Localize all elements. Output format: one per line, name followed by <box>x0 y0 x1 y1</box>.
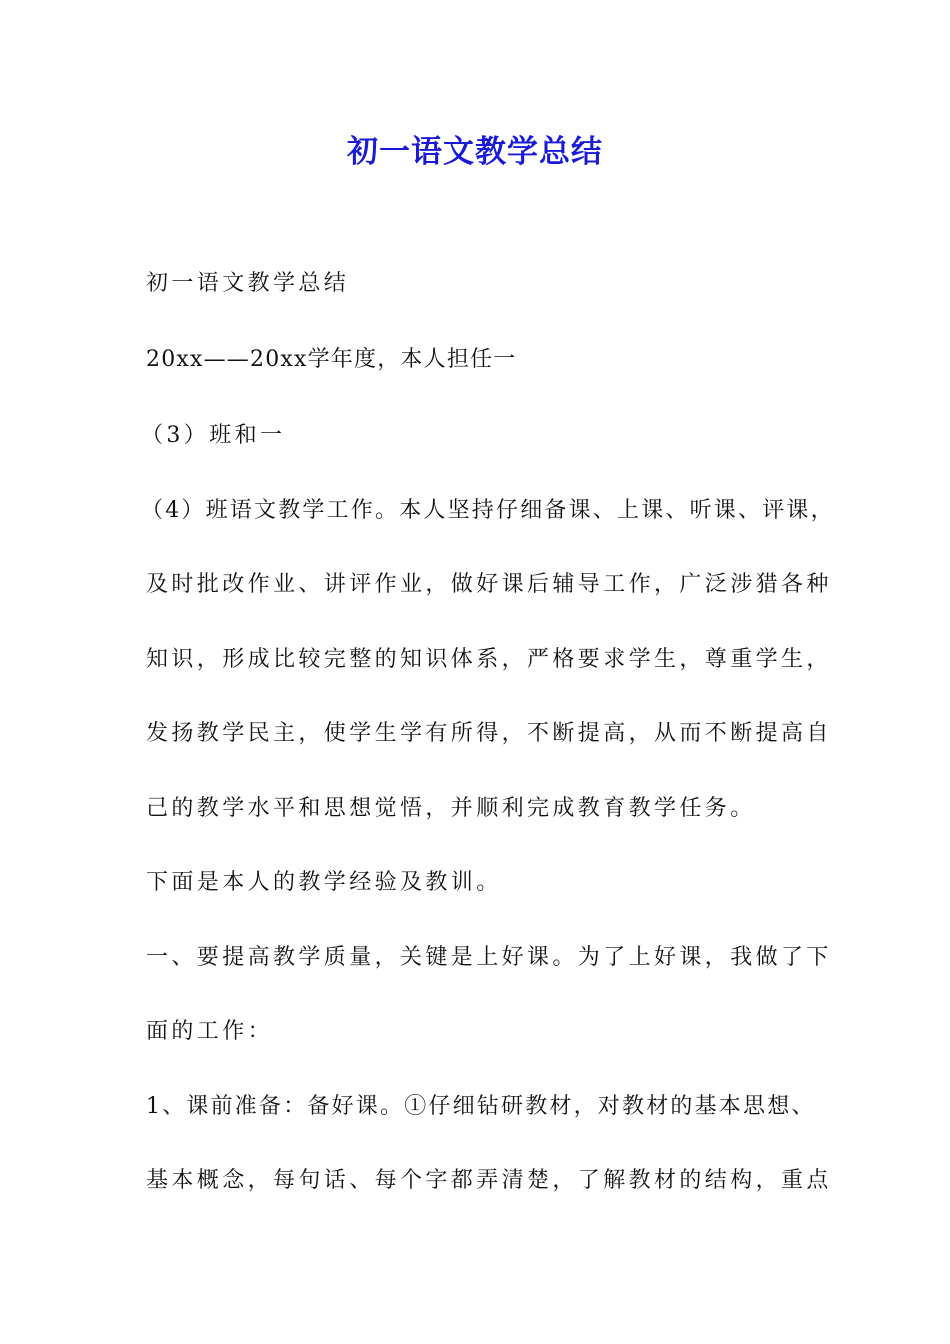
text-line: 20xx——20xx学年度，本人担任一 <box>146 347 517 372</box>
text-line: 及时批改作业、讲评作业，做好课后辅导工作，广泛涉猎各种 <box>146 572 832 597</box>
text-line: 知识，形成比较完整的知识体系，严格要求学生，尊重学生， <box>146 647 832 672</box>
text-line: （3）班和一 <box>141 423 286 448</box>
text-line: 下面是本人的教学经验及教训。 <box>146 870 502 895</box>
text-line: 己的教学水平和思想觉悟，并顺利完成教育教学任务。 <box>146 796 756 821</box>
text-line: 面的工作： <box>146 1019 274 1044</box>
text-line: （4）班语文教学工作。本人坚持仔细备课、上课、听课、评课， <box>141 498 835 523</box>
text-line: 初一语文教学总结 <box>146 271 350 296</box>
text-line: 基本概念，每句话、每个字都弄清楚，了解教材的结构，重点 <box>146 1168 832 1193</box>
document-title: 初一语文教学总结 <box>347 134 603 170</box>
text-line: 发扬教学民主，使学生学有所得，不断提高，从而不断提高自 <box>146 721 832 746</box>
text-line: 一、要提高教学质量，关键是上好课。为了上好课，我做了下 <box>146 945 832 970</box>
text-line: 1、课前准备：备好课。①仔细钻研教材，对教材的基本思想、 <box>146 1094 816 1119</box>
